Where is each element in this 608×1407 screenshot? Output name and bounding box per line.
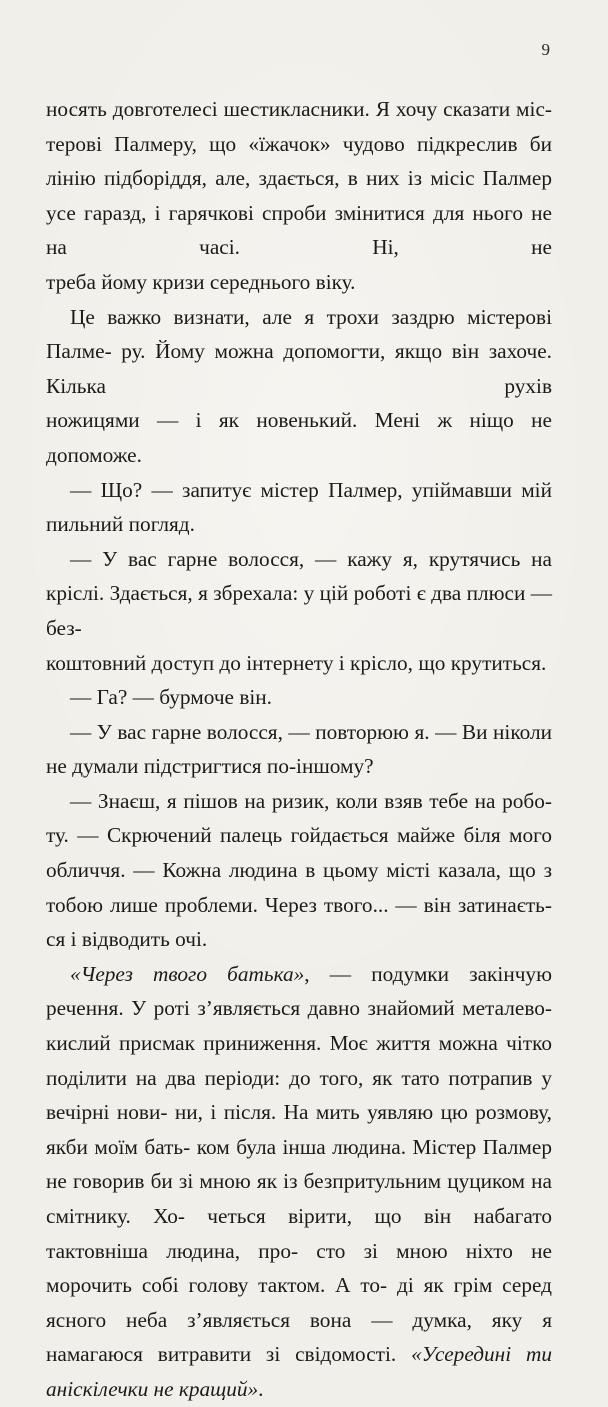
text-line: яку я намагаюся витравити зі свідомості.: [46, 1307, 552, 1367]
page-number: 9: [541, 40, 550, 59]
text-line: — Що? — запитує містер Палмер, упіймавши мій: [70, 477, 552, 502]
text-line: підборіддя, але, здається, в них із місіс Палмер усе гаразд,: [46, 166, 552, 225]
text-line: У роті з’являється давно знайомий металево-кислий: [46, 996, 552, 1056]
text-line: носять довготелесі шестикласники. Я хочу сказати міс-: [46, 97, 552, 121]
text-line: на два періоди: до того, як тато потрапив у вечірні нови-: [46, 1065, 552, 1125]
text-line: , — подумки закінчую речення.: [46, 961, 552, 1021]
paragraph: [46, 92, 552, 265]
paragraph-end-line: [46, 749, 552, 784]
text-line: не думали підстригтися по-іншому?: [46, 754, 374, 779]
text-line: ру. Йому можна допомогти, якщо він захоче. Кілька рухів: [46, 339, 552, 398]
text-line: ту. — Скрючений палець гойдається майже біля мого: [46, 823, 552, 848]
paragraph-end-line: [46, 507, 552, 542]
text-line: треба йому кризи середнього віку.: [46, 269, 356, 294]
text-line: Це важко визнати, але я трохи заздрю містерові Палме-: [46, 304, 552, 364]
text-line: з тобою лише проблеми. Через твого... — він затинаєть-: [46, 858, 552, 917]
text-line: терові Палмеру, що «їжачок» чудово підкреслив би лінію: [46, 131, 552, 191]
text-line: ся і відводить очі.: [46, 927, 208, 952]
text-line: — Га? — бурмоче він.: [70, 685, 273, 710]
text-line: ді як грім серед ясного неба з’являється вона — думка,: [46, 1273, 552, 1332]
paragraph-end-line: [46, 403, 552, 472]
italic-quote: «Через твого батька»: [70, 961, 305, 986]
text-line: ком була інша людина. Містер Палмер не говорив би зі: [46, 1134, 552, 1194]
text-line: присмак приниження. Моє життя можна чітко поділити: [46, 1031, 552, 1090]
paragraph: [46, 473, 552, 508]
italic-quote: аніскілечки не кращий»: [46, 1376, 259, 1401]
text-line: обличчя. — Кожна людина в цьому місті казала, що: [46, 858, 536, 883]
text-line: Здається, я збрехала: у цій роботі є два плюси — без-: [46, 581, 552, 640]
paragraph: [46, 680, 552, 715]
text-line: пильний погляд.: [46, 512, 195, 537]
paragraph: [46, 784, 552, 922]
text-line: коштовний доступ до інтернету і крісло, що крутиться.: [46, 650, 547, 675]
text-line: ножицями — і як новенький. Мені ж ніщо не допоможе.: [46, 408, 552, 467]
text-line: — Знаєш, я пішов на ризик, коли взяв тебе на робо-: [70, 788, 552, 813]
paragraph: [46, 542, 552, 646]
paragraph-end-line: [46, 1372, 552, 1407]
text-line: сто зі мною ніхто не морочить собі голову тактом. А то-: [46, 1238, 552, 1298]
paragraph-end-line: [46, 265, 552, 300]
text-line: — У вас гарне волосся, — кажу я, крутячись на кріслі.: [46, 546, 552, 606]
text-line: мною як із безпритульним цуциком на смітнику. Хо-: [46, 1169, 552, 1228]
text-line: .: [258, 1376, 264, 1401]
paragraph: [46, 957, 552, 1372]
paragraph: [46, 300, 552, 404]
italic-quote: «Усередині ти: [411, 1342, 552, 1367]
text-line: ни, і після. На мить уявляю цю розмову, якби моїм бать-: [46, 1100, 553, 1159]
text-line: — У вас гарне волосся, — повторюю я. — Ви ніколи: [70, 719, 552, 744]
text-line: і гарячкові спроби змінитися для нього не на часі. Ні, не: [46, 200, 552, 260]
paragraph: [46, 715, 552, 750]
paragraph-end-line: [46, 646, 552, 681]
body-text: [46, 92, 552, 1407]
text-line: четься вірити, що він набагато тактовніша людина, про-: [46, 1204, 552, 1263]
paragraph-end-line: [46, 922, 552, 957]
